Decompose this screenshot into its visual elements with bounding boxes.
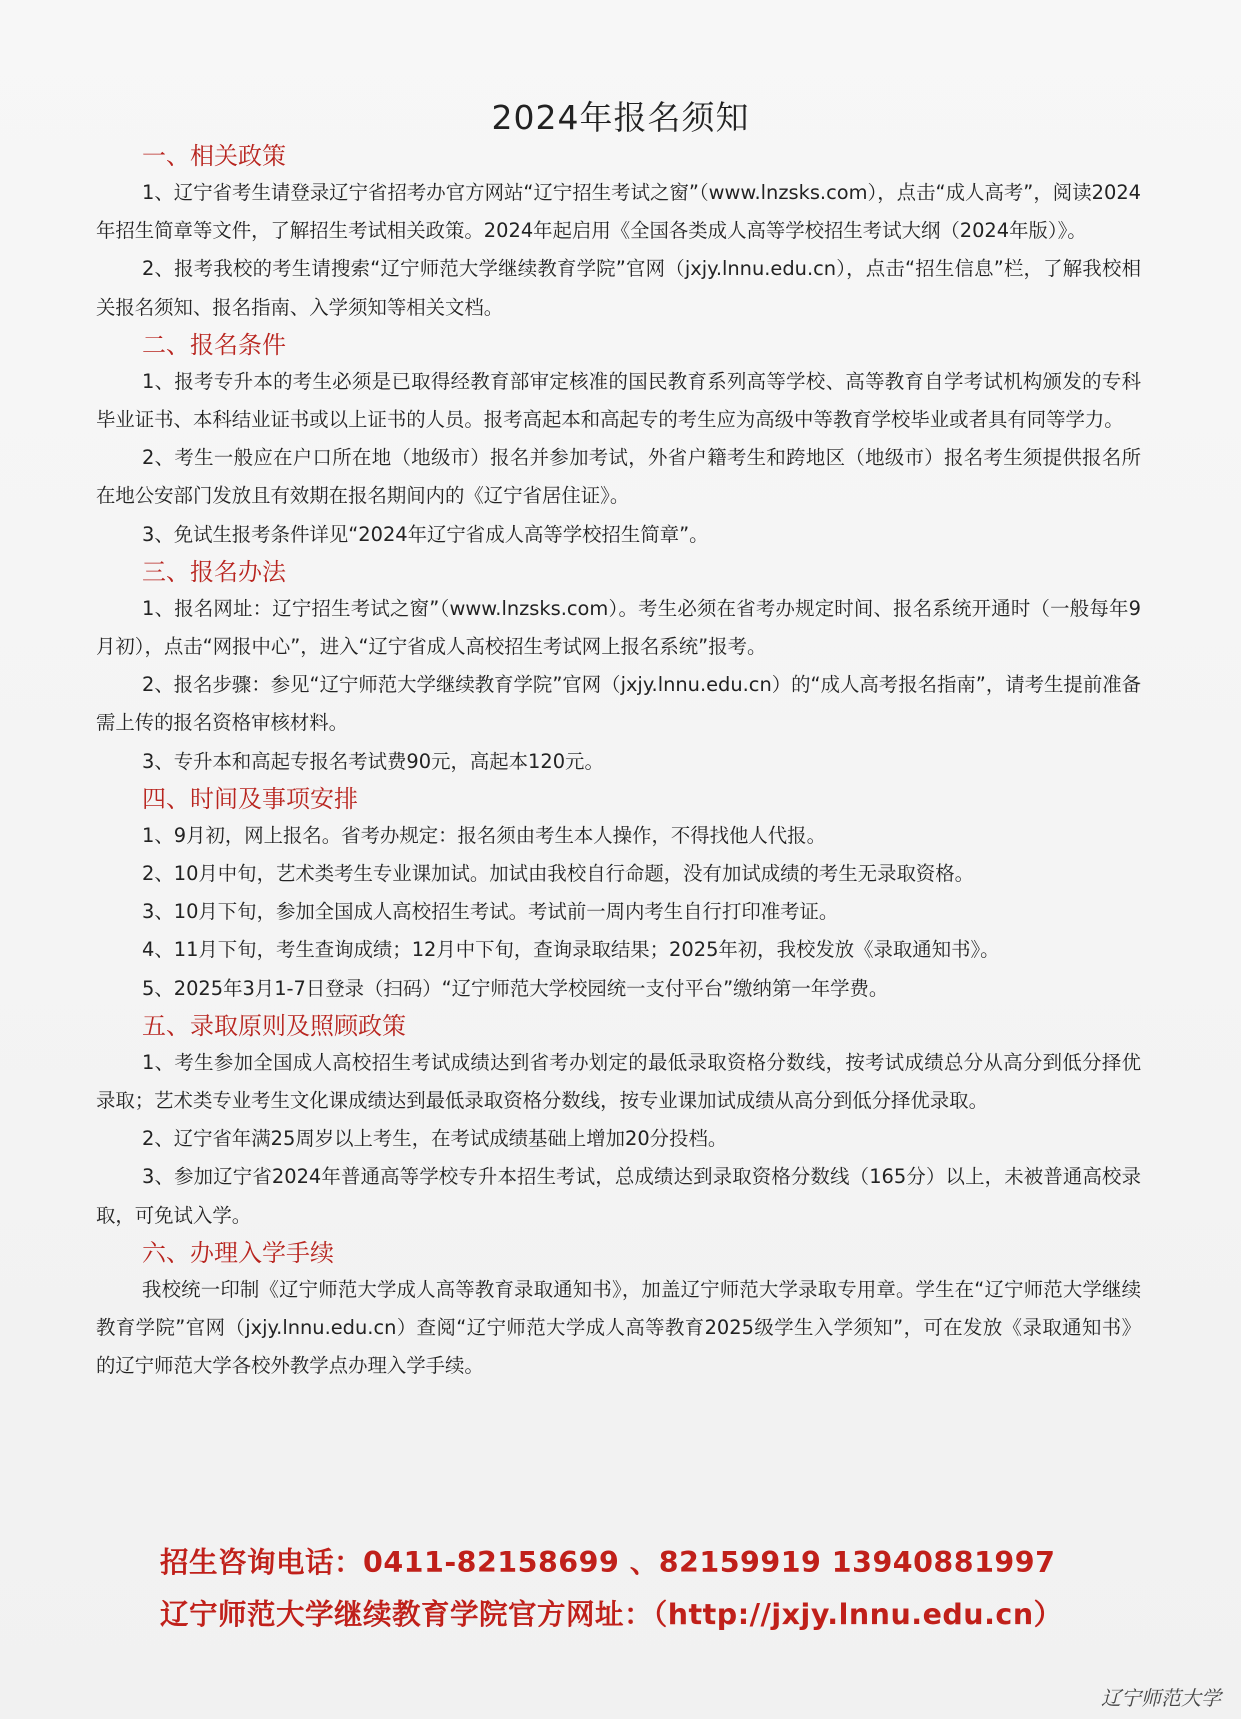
contact-phone: 招生咨询电话：0411-82158699 、82159919 13940881997 — [160, 1546, 1056, 1579]
section-policy — [96, 138, 1141, 327]
section-heading: 二、报名条件 — [142, 330, 286, 359]
section-admission — [96, 1008, 1141, 1235]
document-body — [96, 138, 1141, 1385]
paragraph: 2、报考我校的考生请搜索“辽宁师范大学继续教育学院”官网（jxjy.lnnu.edu.cn），点击“招生信息”栏，了解我校相关报名须知、报名指南、入学须知等相关文档。 — [96, 257, 1141, 319]
section-method — [96, 554, 1141, 781]
section-conditions — [96, 327, 1141, 554]
section-heading: 一、相关政策 — [142, 142, 286, 170]
paragraph: 2、10月中旬，艺术类考生专业课加试。加试由我校自行命题，没有加试成绩的考生无录取资格。 — [142, 862, 975, 886]
paragraph: 3、10月下旬，参加全国成人高校招生考试。考试前一周内考生自行打印准考证。 — [142, 900, 839, 924]
paragraph: 2、报名步骤：参见“辽宁师范大学继续教育学院”官网（jxjy.lnnu.edu.cn）的“成人高考报名指南”，请考生提前准备需上传的报名资格审核材料。 — [96, 673, 1141, 735]
section-schedule — [96, 781, 1141, 1008]
section-heading: 五、录取原则及照顾政策 — [142, 1011, 406, 1040]
page-title: 2024年报名须知 — [491, 98, 750, 137]
paragraph: 4、11月下旬，考生查询成绩；12月中下旬，查询录取结果；2025年初，我校发放《录取通知书》。 — [142, 938, 1000, 962]
section-heading: 四、时间及事项安排 — [142, 784, 358, 813]
paragraph: 1、9月初，网上报名。省考办规定：报名须由考生本人操作，不得找他人代报。 — [142, 823, 826, 847]
section-enrollment — [96, 1235, 1141, 1386]
contact-website[interactable]: 辽宁师范大学继续教育学院官方网址：（http://jxjy.lnnu.edu.cn） — [160, 1598, 1063, 1631]
paragraph: 3、专升本和高起专报名考试费90元，高起本120元。 — [142, 749, 604, 773]
paragraph: 2、考生一般应在户口所在地（地级市）报名并参加考试，外省户籍考生和跨地区（地级市）报名考生须提供报名所在地公安部门发放且有效期在报名期间内的《辽宁省居住证》。 — [96, 446, 1141, 508]
paragraph: 1、报考专升本的考生必须是已取得经教育部审定核准的国民教育系列高等学校、高等教育自学考试机构颁发的专科毕业证书、本科结业证书或以上证书的人员。报考高起本和高起专的考生应为高级中等教育学校毕业或者具有同等学力。 — [96, 369, 1141, 432]
paragraph: 1、辽宁省考生请登录辽宁省招考办官方网站“辽宁招生考试之窗”（www.lnzsks.com），点击“成人高考”，阅读2024年招生简章等文件，了解招生考试相关政策。2024年起启用《全国各类成人高等学校招生考试大纲（2024年版）》。 — [96, 181, 1141, 243]
section-heading: 六、办理入学手续 — [142, 1238, 334, 1267]
paragraph: 3、免试生报考条件详见“2024年辽宁省成人高等学校招生简章”。 — [142, 522, 709, 546]
paragraph: 3、参加辽宁省2024年普通高等学校专升本招生考试，总成绩达到录取资格分数线（165分）以上，未被普通高校录取，可免试入学。 — [96, 1165, 1141, 1227]
paragraph: 1、报名网址：辽宁招生考试之窗”（www.lnzsks.com）。考生必须在省考办规定时间、报名系统开通时（一般每年9月初），点击“网报中心”，进入“辽宁省成人高校招生考试网上报名系统”报考。 — [96, 596, 1141, 659]
university-watermark: 辽宁师范大学 — [1101, 1686, 1221, 1710]
paragraph: 1、考生参加全国成人高校招生考试成绩达到省考办划定的最低录取资格分数线，按考试成绩总分从高分到低分择优录取；艺术类专业考生文化课成绩达到最低录取资格分数线，按专业课加试成绩从高分到低分择优录取。 — [96, 1050, 1141, 1113]
paragraph: 我校统一印制《辽宁师范大学成人高等教育录取通知书》，加盖辽宁师范大学录取专用章。学生在“辽宁师范大学继续教育学院”官网（jxjy.lnnu.edu.cn）查阅“辽宁师范大学成人高等教育2025级学生入学须知”，可在发放《录取通知书》的辽宁师范大学各校外教学点办理入学手续。 — [96, 1277, 1141, 1378]
paragraph: 5、2025年3月1-7日登录（扫码）“辽宁师范大学校园统一支付平台”缴纳第一年学费。 — [142, 976, 889, 1000]
paragraph: 2、辽宁省年满25周岁以上考生，在考试成绩基础上增加20分投档。 — [142, 1127, 728, 1151]
section-heading: 三、报名办法 — [142, 557, 286, 586]
